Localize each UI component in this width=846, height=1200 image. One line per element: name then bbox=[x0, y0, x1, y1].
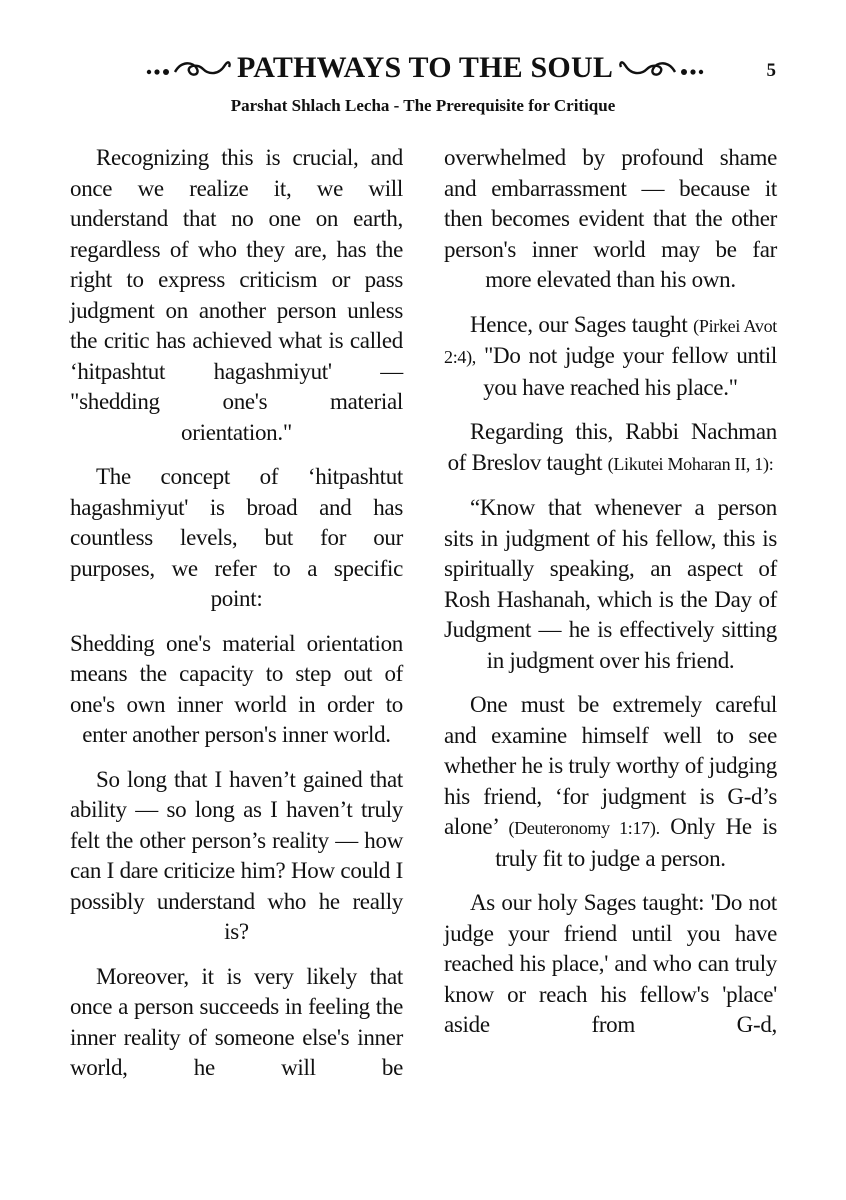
paragraph-text: Regarding this, Rabbi Nachman of Breslov taught bbox=[447, 419, 777, 475]
source-reference: (Deuteronomy 1:17). bbox=[508, 818, 660, 838]
page-number: 5 bbox=[766, 60, 776, 81]
paragraph: overwhelmed by profound shame and embarrassment — because it then becomes evident that the other person's inner world may be far more elevated than his own. bbox=[444, 145, 777, 292]
paragraph bbox=[444, 417, 777, 479]
paragraph: So long that I haven’t gained that ability — so long as I haven’t truly felt the other person’s reality — how can I dare criticize him? How could I possibly understand who he really is? bbox=[70, 766, 403, 944]
flourish-left-icon bbox=[145, 55, 233, 81]
title-row bbox=[130, 50, 720, 86]
paragraph: “Know that whenever a person sits in judgment of his fellow, this is spiritually speaking, an aspect of Rosh Hashanah, which is the Day of Judgment — he is effectively sitting in judgment over his friend. bbox=[444, 495, 777, 673]
source-reference: (Likutei Moharan II, 1): bbox=[607, 453, 774, 474]
paragraph-text: Hence, our Sages taught bbox=[470, 311, 688, 337]
flourish-right-icon bbox=[617, 55, 705, 81]
paragraph-text: One must be extremely careful and examine himself well to see whether he is truly worthy of judging his friend, ‘for judgment is G-d’s alone’ bbox=[444, 692, 777, 839]
page-header bbox=[0, 50, 846, 90]
paragraph bbox=[444, 690, 777, 874]
paragraph: Shedding one's material orientation means the capacity to step out of one's own inner world in order to enter another person's inner world. bbox=[70, 630, 403, 747]
paragraph: Recognizing this is crucial, and once we realize it, we will understand that no one on earth, regardless of who they are, has the right to express criticism or pass judgment on another person unless the critic has achieved what is called ‘hitpashtut hagashmiyut' — "shedding one's material orientation." bbox=[70, 145, 403, 445]
paragraph bbox=[444, 310, 777, 404]
source-reference: (Pirkei Avot 2:4), bbox=[444, 315, 777, 367]
page-title: PATHWAYS TO THE SOUL bbox=[236, 51, 614, 84]
paragraph: As our holy Sages taught: 'Do not judge your friend until you have reached his place,' and who can truly know or reach his fellow's 'place' aside from G-d, bbox=[444, 890, 777, 1037]
paragraph-text: Only He is truly fit to judge a person. bbox=[495, 814, 778, 871]
paragraph: The concept of ‘hitpashtut hagashmiyut' is broad and has countless levels, but for our purposes, we refer to a specific point: bbox=[70, 464, 403, 611]
paragraph: Moreover, it is very likely that once a person succeeds in feeling the inner reality of someone else's inner world, he will be bbox=[70, 963, 403, 1080]
page-subtitle: Parshat Shlach Lecha - The Prerequisite for Critique bbox=[230, 96, 616, 115]
quote-text: "Do not judge your fellow until you have reached his place." bbox=[483, 343, 777, 400]
right-column bbox=[444, 143, 777, 1055]
left-column bbox=[70, 143, 403, 1098]
